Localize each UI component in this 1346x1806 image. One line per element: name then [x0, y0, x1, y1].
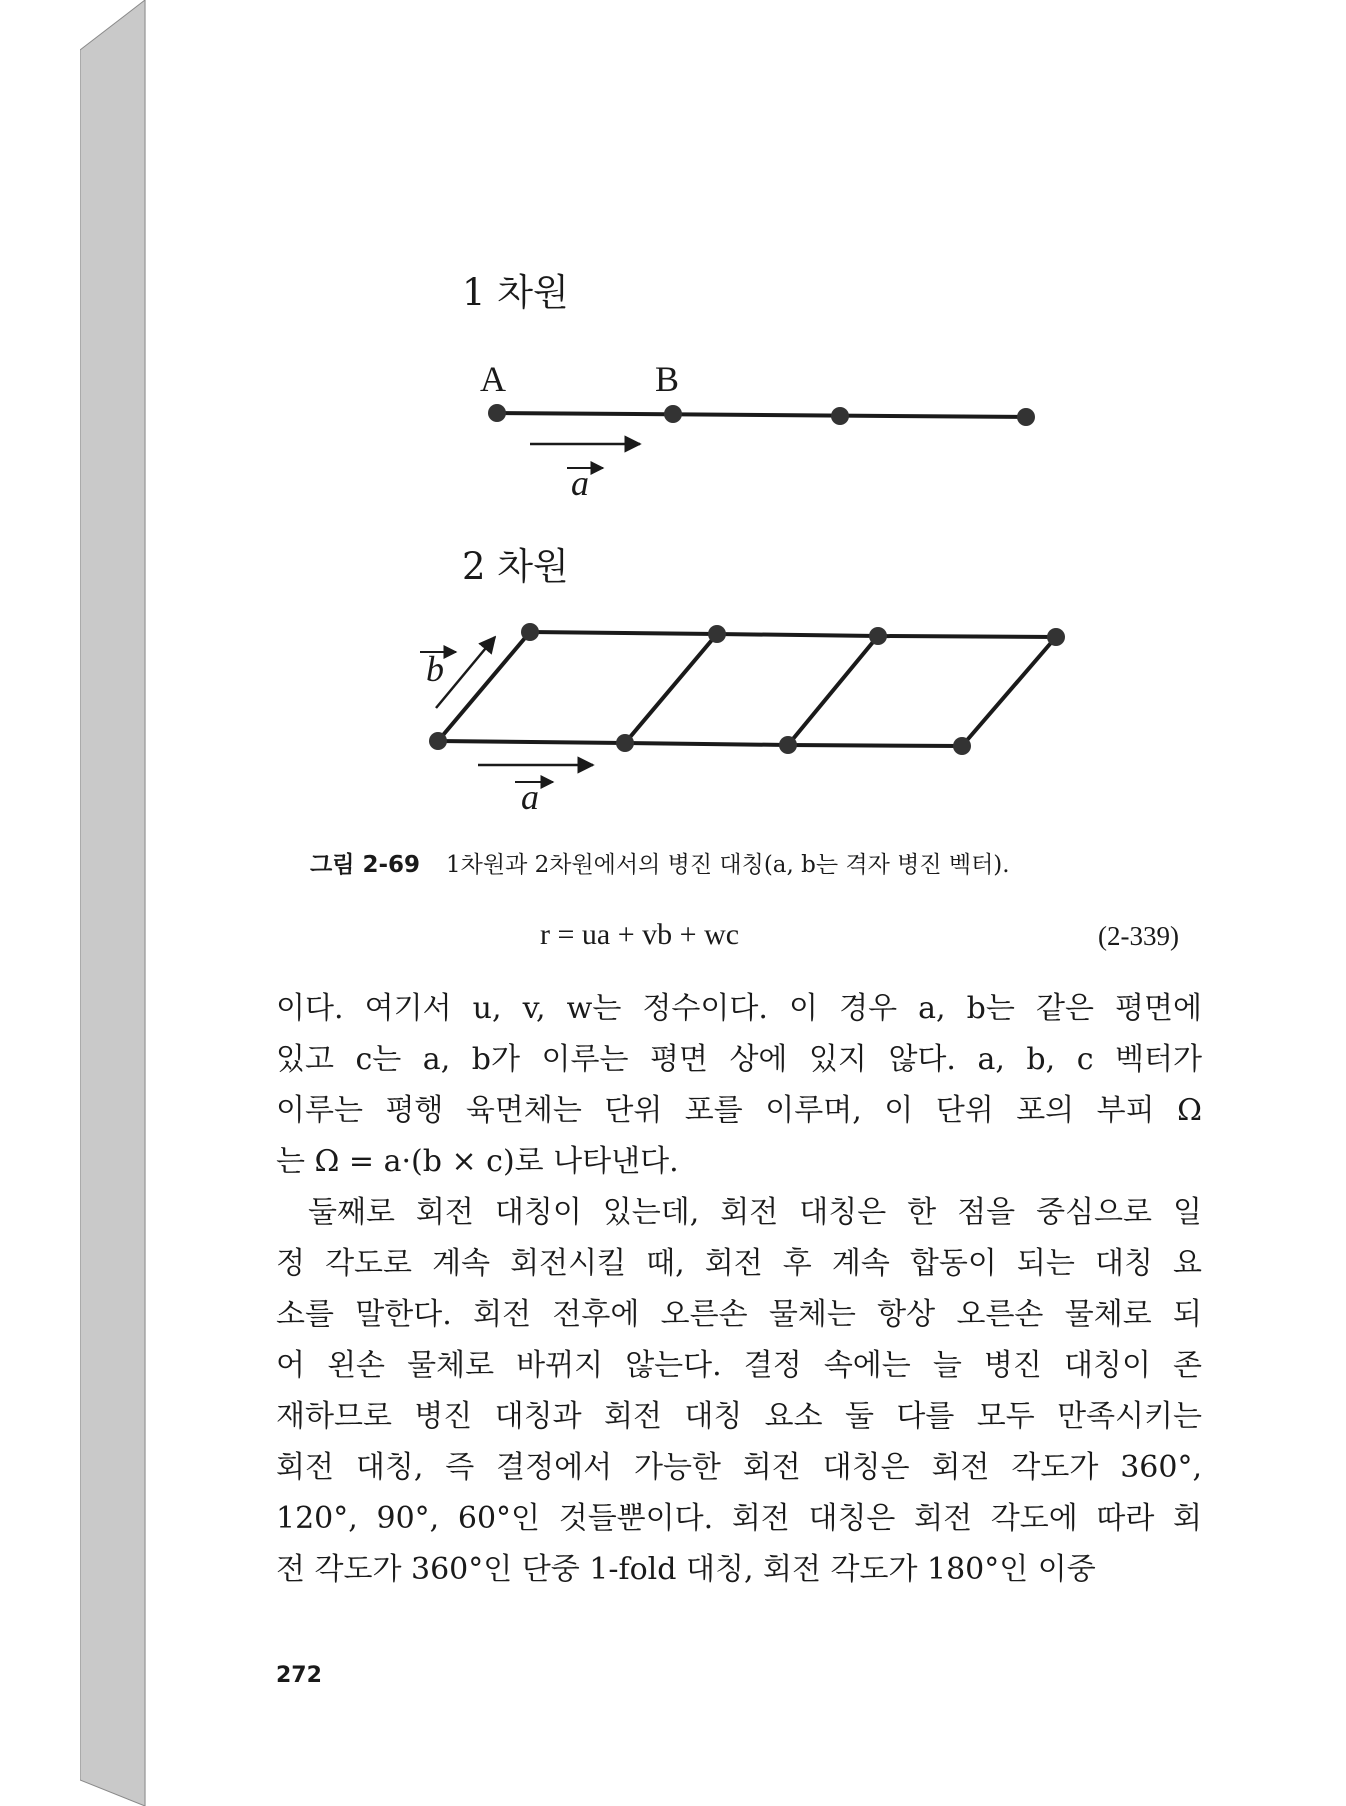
lattice-bottom-edge	[438, 741, 962, 746]
vector-a-label-1d: a	[571, 463, 589, 503]
paragraph	[276, 983, 1202, 1187]
text-line: 재하므로 병진 대칭과 회전 대칭 요소 둘 다를 모두 만족시키는	[276, 1399, 1202, 1434]
page-number: 272	[276, 1663, 322, 1688]
equation: r = ua + vb + wc	[540, 918, 740, 951]
text-line: 전 각도가 360°인 단중 1-fold 대칭, 회전 각도가 180°인 이중	[276, 1552, 1096, 1587]
figure-caption	[310, 846, 1010, 879]
lattice-point	[831, 407, 849, 425]
text-line: 는 Ω = a·(b × c)로 나타낸다.	[276, 1144, 679, 1179]
text-line: 이루는 평행 육면체는 단위 포를 이루며, 이 단위 포의 부피 Ω	[276, 1093, 1202, 1128]
lattice-point	[869, 627, 887, 645]
lattice-point	[779, 736, 797, 754]
text-line: 정 각도로 계속 회전시킬 때, 회전 후 계속 합동이 되는 대칭 요	[276, 1246, 1202, 1281]
figure-label-2d: 2 차원	[462, 545, 569, 588]
lattice-figure	[0, 0, 1346, 820]
lattice-point	[521, 623, 539, 641]
lattice-edge	[962, 637, 1056, 746]
lattice-edge	[788, 636, 878, 745]
paragraph	[276, 1187, 1202, 1595]
lattice-point	[1047, 628, 1065, 646]
text-line: 회전 대칭, 즉 결정에서 가능한 회전 대칭은 회전 각도가 360°,	[276, 1450, 1202, 1485]
lattice-top-edge	[530, 632, 1056, 637]
vector-b-arrow	[436, 637, 495, 708]
text-line: 있고 c는 a, b가 이루는 평면 상에 있지 않다. a, b, c 벡터가	[276, 1042, 1202, 1077]
caption-number: 그림 2-69	[310, 852, 420, 878]
vector-b-label: b	[426, 649, 444, 689]
text-line: 둘째로 회전 대칭이 있는데, 회전 대칭은 한 점을 중심으로 일	[308, 1195, 1202, 1230]
body-text	[276, 983, 1202, 1595]
lattice-edge	[625, 634, 717, 743]
lattice-point	[953, 737, 971, 755]
lattice-point	[488, 404, 506, 422]
lattice-point	[429, 732, 447, 750]
caption-text: 1차원과 2차원에서의 병진 대칭(a, b는 격자 병진 벡터).	[446, 852, 1010, 878]
lattice-point	[708, 625, 726, 643]
lattice-line-1d	[497, 413, 1026, 417]
equation-number: (2-339)	[1098, 921, 1179, 951]
vector-a-label-2d: a	[521, 777, 539, 817]
lattice-point	[616, 734, 634, 752]
figure-label-1d: 1 차원	[462, 271, 569, 314]
point-a-label: A	[480, 359, 506, 399]
text-line: 소를 말한다. 회전 전후에 오른손 물체는 항상 오른손 물체로 되	[276, 1297, 1202, 1332]
text-line: 120°, 90°, 60°인 것들뿐이다. 회전 대칭은 회전 각도에 따라 회	[276, 1501, 1202, 1536]
text-line: 이다. 여기서 u, v, w는 정수이다. 이 경우 a, b는 같은 평면에	[276, 991, 1202, 1026]
lattice-point	[1017, 408, 1035, 426]
point-b-label: B	[655, 359, 680, 399]
lattice-point	[664, 405, 682, 423]
text-line: 어 왼손 물체로 바뀌지 않는다. 결정 속에는 늘 병진 대칭이 존	[276, 1348, 1202, 1383]
